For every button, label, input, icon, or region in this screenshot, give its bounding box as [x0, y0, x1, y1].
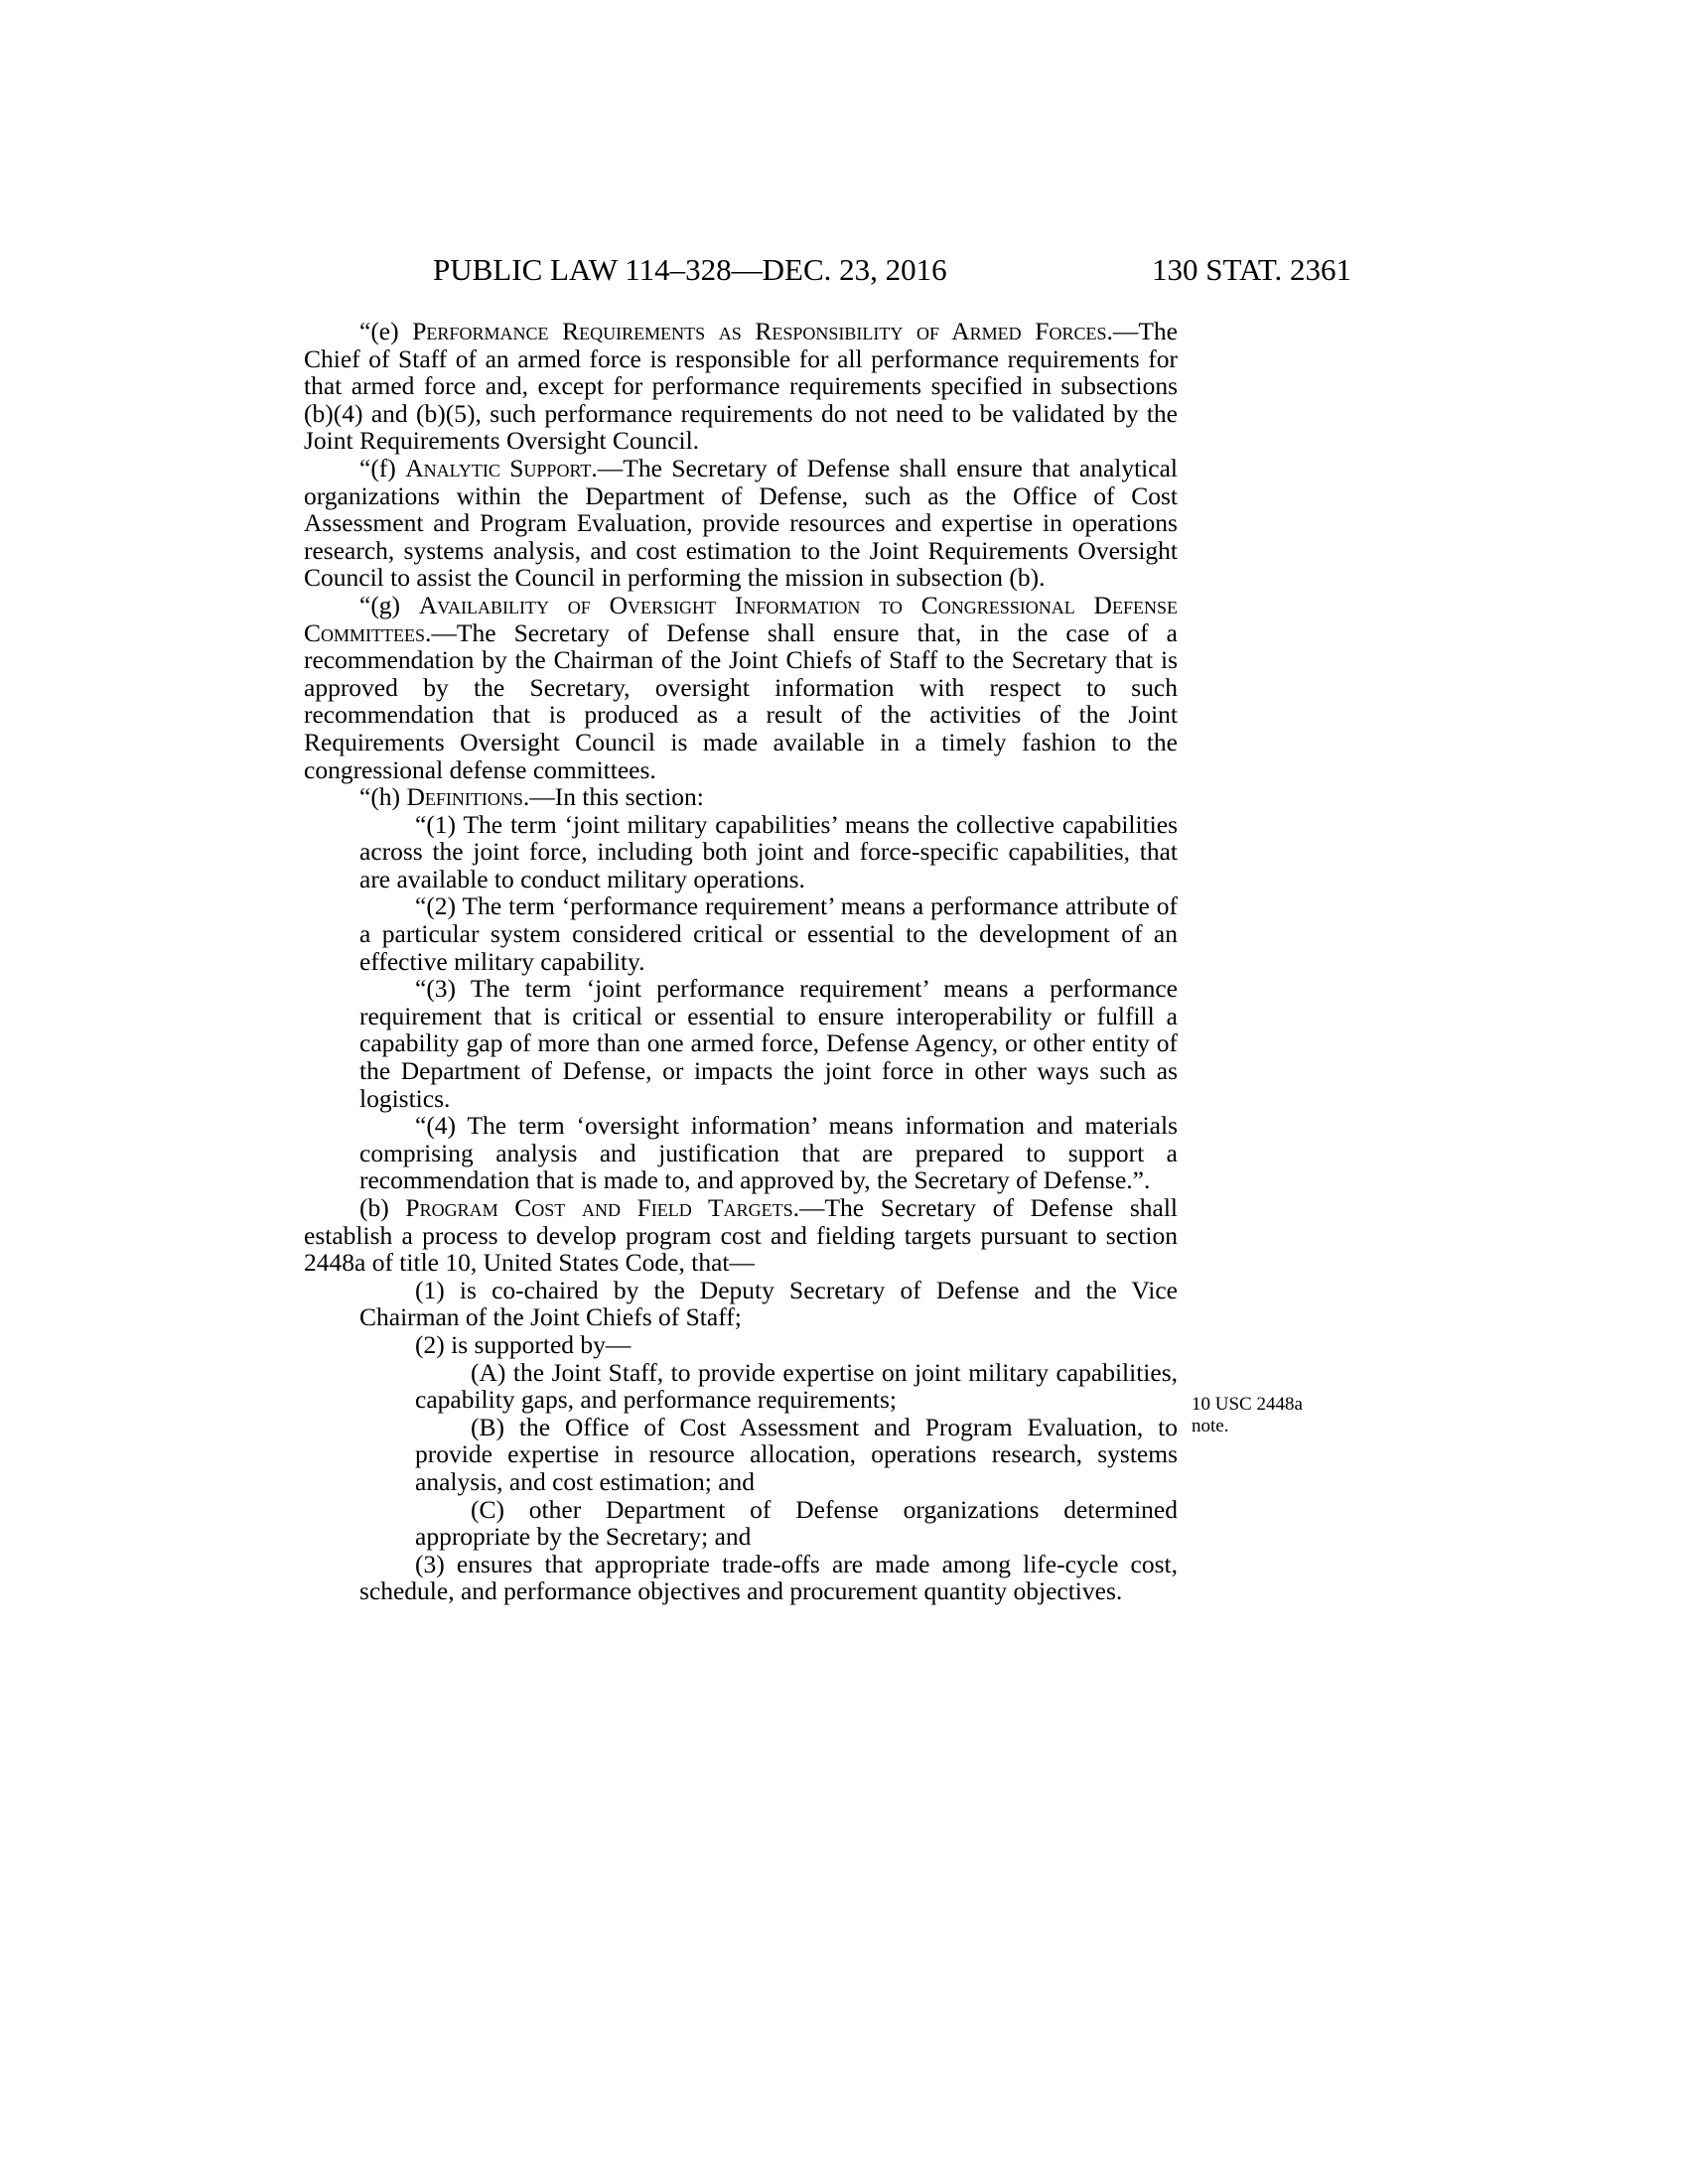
subsection-e-open: “(e)	[359, 317, 413, 345]
paragraph-1: (1) is co-chaired by the Deputy Secretary of Defense and the Vice Chairman of the Joint Chiefs of Staff;	[359, 1275, 1178, 1332]
subsection-g-heading: Availability of Oversight Information to Congressional Defense Committees.	[304, 590, 1178, 647]
page-citation: 130 STAT. 2361	[1152, 252, 1352, 287]
subsection-h	[304, 783, 1178, 811]
running-header-title: PUBLIC LAW 114–328—DEC. 23, 2016	[433, 252, 947, 287]
subsection-b-text: —The Secretary of Defense shall establish a process to develop program cost and fielding targets pursuant to section 2448a of title 10, United States Code, that—	[304, 1193, 1179, 1278]
paragraph-2: (2) is supported by—	[415, 1329, 632, 1359]
subsection-f-open: “(f)	[359, 453, 406, 482]
document-body	[304, 318, 1178, 1605]
subsection-b-heading: Program Cost and Field Targets.	[405, 1193, 799, 1222]
subsection-h-open: “(h)	[359, 782, 407, 812]
subsection-h-heading: Definitions.	[406, 782, 530, 812]
subsection-e	[304, 318, 1178, 455]
subparagraph-a: (A) the Joint Staff, to provide expertise on joint military capabilities, capability gaps, and performance requirements;	[415, 1357, 1178, 1415]
subsection-f	[304, 455, 1178, 592]
definition-2: “(2) The term ‘performance requirement’ means a performance attribute of a particular system considered critical or essential to the development of an effective military capability.	[359, 891, 1178, 976]
subsection-g-open: “(g)	[359, 590, 419, 619]
definition-1: “(1) The term ‘joint military capabilities’ means the collective capabilities across the joint force, including both joint and force-specific capabilities, that are available to conduct military operations.	[359, 809, 1178, 893]
paragraph-3: (3) ensures that appropriate trade-offs are made among life-cycle cost, schedule, and performance objectives and procurement quantity objectives.	[359, 1549, 1178, 1606]
margin-note: 10 USC 2448a note.	[1192, 1394, 1303, 1436]
definition-4: “(4) The term ‘oversight information’ means information and materials comprising analysis and justification that are prepared to support a recommendation that is made to, and approved by, the Secretary of Defense.”.	[359, 1111, 1178, 1195]
subsection-b	[304, 1194, 1178, 1277]
subparagraph-c: (C) other Department of Defense organizations determined appropriate by the Secretary; and	[415, 1494, 1178, 1552]
definition-3: “(3) The term ‘joint performance requirement’ means a performance requirement that is critical or essential to ensure interoperability or fulfill a capability gap of more than one armed force, Defense Agency, or other entity of the Department of Defense, or impacts the joint force in other ways such as logistics.	[359, 974, 1178, 1113]
subsection-f-heading: Analytic Support.	[405, 453, 598, 482]
subsection-e-text: —The Chief of Staff of an armed force is responsible for all performance requirements for that armed force and, except for performance requirements specified in subsections (b)(4) and (b)(5), such performance requirements do not need to be validated by the Joint Requirements Oversight Council.	[304, 317, 1178, 456]
subsection-b-open: (b)	[359, 1193, 406, 1222]
subsection-g	[304, 592, 1178, 783]
subsection-e-heading: Performance Requirements as Responsibility of Armed Forces.	[412, 317, 1113, 345]
subsection-h-text: —In this section:	[529, 782, 704, 812]
subsection-f-text: —The Secretary of Defense shall ensure that analytical organizations within the Department of Defense, such as the Office of Cost Assessment and Program Evaluation, provide resources and expertise in operations research, systems analysis, and cost estimation to the Joint Requirements Oversight Council to assist the Council in performing the mission in subsection (b).	[304, 453, 1178, 593]
subparagraph-b: (B) the Office of Cost Assessment and Program Evaluation, to provide expertise in resource allocation, operations research, systems analysis, and cost estimation; and	[415, 1412, 1178, 1496]
subsection-g-text: —The Secretary of Defense shall ensure that, in the case of a recommendation by the Chairman of the Joint Chiefs of Staff to the Secretary that is approved by the Secretary, oversight information with respect to such recommendation that is produced as a result of the activities of the Joint Requirements Oversight Council is made available in a timely fashion to the congressional defense committees.	[304, 617, 1178, 784]
